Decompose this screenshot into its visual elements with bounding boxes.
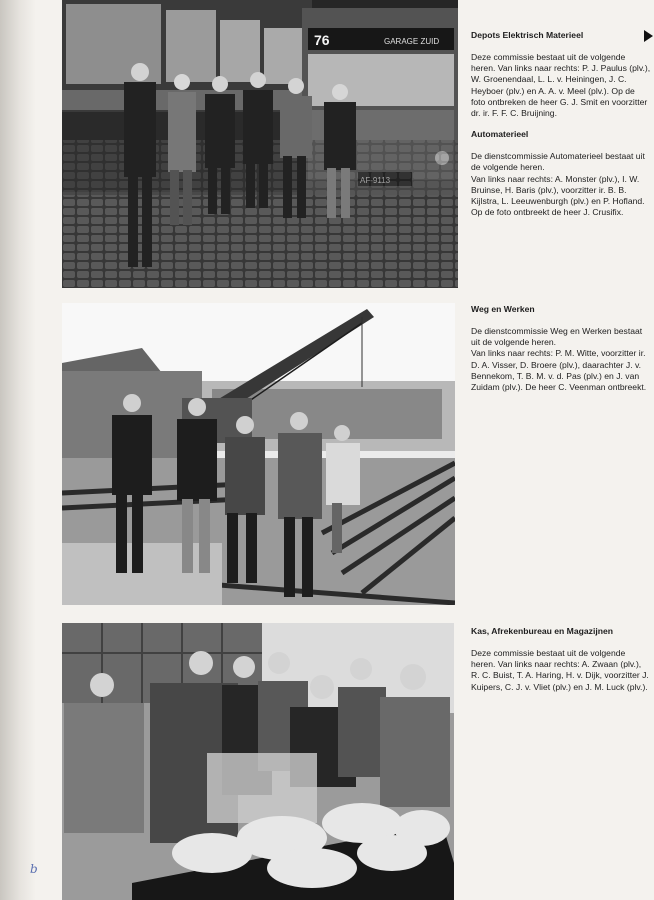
section-heading: Weg en Werken — [471, 304, 535, 314]
section-paragraph: De dienstcommissie Automaterieel bestaat uit de volgende heren. — [471, 151, 645, 173]
section-heading: Kas, Afrekenbureau en Magazijnen — [471, 626, 613, 636]
caption-kas-magazijnen — [471, 626, 651, 703]
photo-kas-magazijnen — [62, 623, 454, 900]
caption-depots — [471, 30, 651, 228]
section-heading: Depots Elektrisch Materieel — [471, 30, 584, 40]
caption-weg-en-werken — [471, 304, 651, 403]
section-paragraph: Deze commissie bestaat uit de volgende heren. Van links naar rechts: A. Zwaan (plv.), R. C. Buist, T. A. Haring, H. v. Dijk, voorzitter J. Kuipers, C. J. v. Vliet (plv.) en J. M. Luck (plv.). — [471, 648, 649, 692]
bus-route-number: 76 — [314, 32, 330, 48]
section-paragraph: Van links naar rechts: A. Monster (plv.), I. W. Bruinse, H. Baris (plv.), voorzitter ir. B. B. Kijlstra, L. Leeuwenburgh (plv.) en P. Hofland. Op de foto ontbreekt de heer J. Crusifix. — [471, 173, 645, 218]
page-mark: b — [30, 862, 38, 876]
section-paragraph: De dienstcommissie Weg en Werken bestaat uit de volgende heren. — [471, 326, 643, 348]
section-subheading: Automaterieel — [471, 129, 529, 140]
bus-destination-sign: GARAGE ZUID — [384, 37, 440, 46]
photo-weg-en-werken — [62, 303, 455, 605]
section-paragraph: Deze commissie bestaat uit de volgende heren. Van links naar rechts: P. J. Paulus (plv.), W. Groenendaal, L. L. v. Heiningen, J. C. Heyboer (plv.) en A. A. v. Meel (plv.). Op de foto ontbreken de heer G. J. Smit en voorzitter dr. ir. F. F. C. Bruijning. — [471, 52, 651, 119]
section-paragraph: Van links naar rechts: P. M. Witte, voorzitter ir. D. A. Visser, D. Broere (plv.), daarachter J. v. Bennekom, T. B. M. v. d. Pas (plv.) en J. van Zuidam (plv.). De heer C. Veenman ontbreekt. — [471, 348, 647, 393]
photo-depots — [62, 0, 458, 288]
binding-spine — [0, 0, 36, 900]
